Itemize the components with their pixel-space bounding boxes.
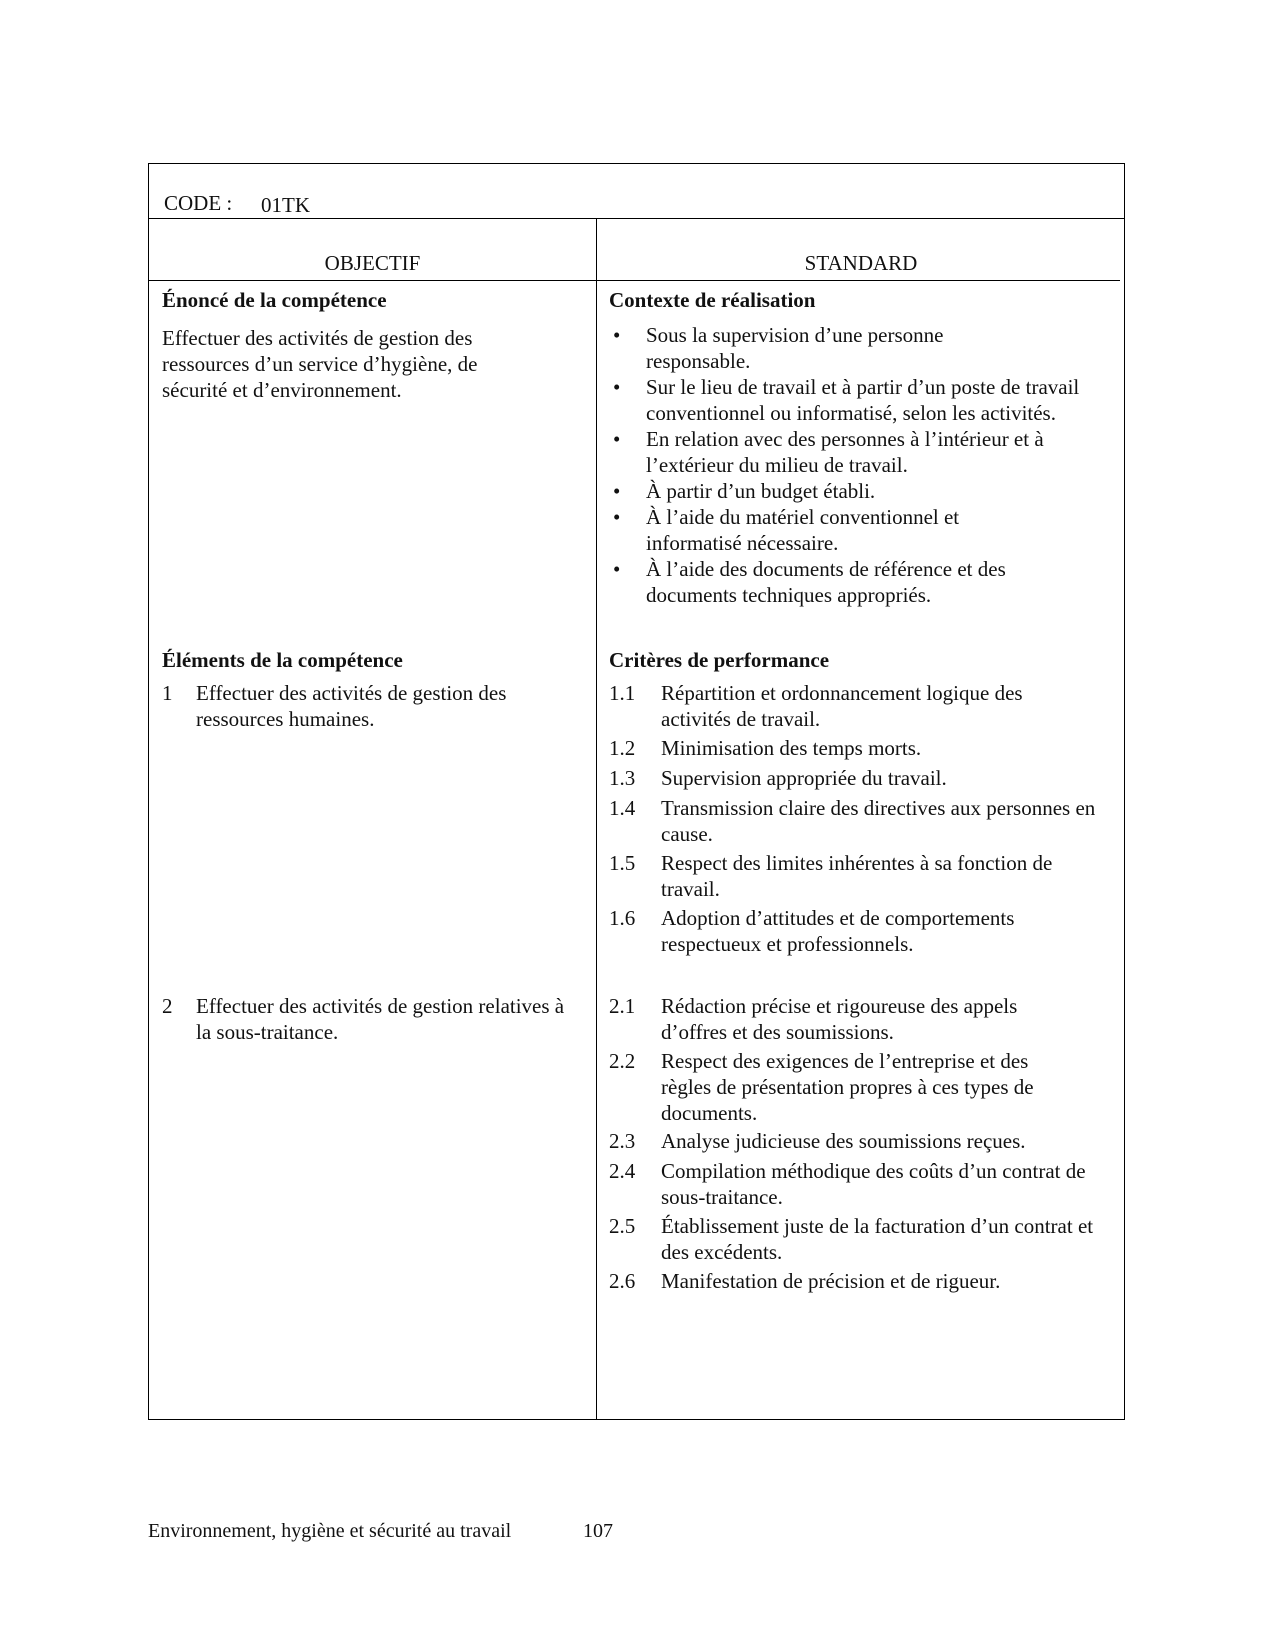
criterion-item	[609, 1048, 1119, 1126]
criterion-number: 2.4	[609, 1159, 636, 1183]
criterion-number: 1.5	[609, 851, 636, 875]
elements-title: Éléments de la compétence	[162, 648, 403, 672]
criterion-number: 1.1	[609, 681, 636, 705]
standard-header: STANDARD	[804, 251, 918, 275]
criterion-number: 2.2	[609, 1049, 636, 1073]
bullet-icon: •	[613, 323, 621, 347]
criterion-text: Adoption d’attitudes et de comportements respectueux et professionnels.	[661, 906, 1015, 956]
list-item: • Sous la supervision d’une personne responsable.	[613, 323, 944, 373]
criterion-number: 2.1	[609, 994, 636, 1018]
footer-title: Environnement, hygiène et sécurité au travail	[148, 1520, 512, 1542]
code-label: CODE :	[164, 191, 233, 215]
element-text: Effectuer des activités de gestion relatives à la sous-traitance.	[196, 994, 565, 1044]
criterion-number: 2.5	[609, 1214, 636, 1238]
contexte-title: Contexte de réalisation	[609, 288, 816, 312]
column-divider	[596, 218, 597, 1419]
criterion-number: 1.4	[609, 796, 636, 820]
page-number: 107	[583, 1520, 613, 1542]
criterion-text: Établissement juste de la facturation d’un contrat et des excédents.	[661, 1214, 1094, 1264]
criterion-number: 1.6	[609, 906, 636, 930]
element-text: Effectuer des activités de gestion des ressources humaines.	[196, 681, 507, 731]
list-item: • En relation avec des personnes à l’intérieur et à l’extérieur du milieu de travail.	[613, 427, 1044, 477]
enonce-text: Effectuer des activités de gestion des ressources d’un service d’hygiène, de sécurité et d’environnement.	[162, 326, 478, 402]
bullet-icon: •	[613, 427, 621, 451]
bullet-icon: •	[613, 557, 621, 581]
criterion-text: Transmission claire des directives aux personnes en cause.	[661, 796, 1096, 846]
criterion-text: Analyse judicieuse des soumissions reçues.	[661, 1129, 1026, 1153]
element-number: 2	[162, 994, 173, 1018]
criterion-item	[609, 850, 1119, 902]
criterion-item	[609, 680, 1119, 732]
criterion-item	[609, 993, 1119, 1045]
enonce-title: Énoncé de la compétence	[162, 288, 387, 312]
criterion-number: 1.3	[609, 766, 636, 790]
criterion-text: Supervision appropriée du travail.	[661, 766, 947, 790]
list-item: • À l’aide du matériel conventionnel et informatisé nécessaire.	[613, 505, 960, 555]
criterion-text: Respect des limites inhérentes à sa fonction de travail.	[661, 851, 1053, 901]
bullet-icon: •	[613, 505, 621, 529]
element-item	[162, 993, 582, 1045]
criteres-title: Critères de performance	[609, 648, 830, 672]
objectif-header: OBJECTIF	[324, 251, 421, 275]
list-item: • À l’aide des documents de référence et des documents techniques appropriés.	[613, 557, 1006, 607]
element-number: 1	[162, 681, 173, 705]
competency-table	[148, 163, 1125, 1420]
criterion-item	[609, 795, 1119, 847]
criterion-text: Manifestation de précision et de rigueur.	[661, 1269, 1001, 1293]
criterion-item	[609, 1213, 1119, 1265]
code-value: 01TK	[261, 193, 310, 217]
criterion-item	[609, 1158, 1119, 1210]
bullet-icon: •	[613, 479, 621, 503]
bullet-icon: •	[613, 375, 621, 399]
criterion-item	[609, 735, 1119, 761]
contexte-list	[609, 322, 1119, 608]
element-item	[162, 680, 582, 732]
criterion-item	[609, 1128, 1119, 1154]
criterion-text: Minimisation des temps morts.	[661, 736, 922, 760]
criterion-text: Répartition et ordonnancement logique des activités de travail.	[661, 681, 1023, 731]
code-row	[149, 164, 1124, 219]
criterion-number: 1.2	[609, 736, 636, 760]
criterion-item	[609, 765, 1119, 791]
criterion-number: 2.3	[609, 1129, 636, 1153]
criterion-item	[609, 905, 1119, 957]
header-divider	[149, 280, 1120, 281]
criterion-text: Compilation méthodique des coûts d’un contrat de sous-traitance.	[661, 1159, 1086, 1209]
criterion-text: Respect des exigences de l’entreprise et des règles de présentation propres à ces types de documents.	[661, 1049, 1034, 1125]
criterion-number: 2.6	[609, 1269, 636, 1293]
list-item: • À partir d’un budget établi.	[613, 479, 876, 503]
list-item: • Sur le lieu de travail et à partir d’un poste de travail conventionnel ou informatisé, selon les activités.	[613, 375, 1080, 425]
criterion-text: Rédaction précise et rigoureuse des appels d’offres et des soumissions.	[661, 994, 1018, 1044]
criterion-item	[609, 1268, 1119, 1294]
